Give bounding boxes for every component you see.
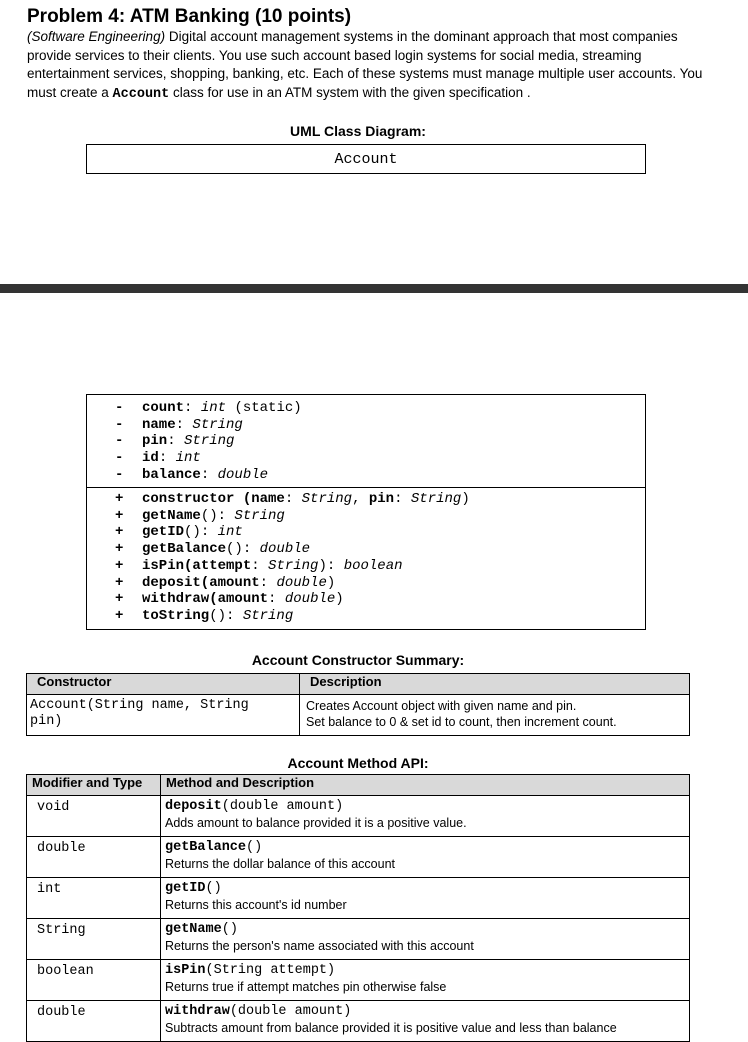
method-sep: :	[394, 491, 411, 507]
method-sep: ):	[318, 557, 344, 574]
method-signature	[165, 799, 689, 815]
method-signature	[165, 922, 689, 938]
visibility-public: +	[115, 607, 124, 624]
method-cell	[161, 1001, 690, 1042]
uml-attribute	[87, 417, 645, 434]
param-type: double	[259, 541, 311, 558]
method-signature	[165, 840, 689, 856]
attribute-type: int	[175, 450, 201, 467]
method-description: Returns true if attempt matches pin otherwise false	[165, 980, 447, 994]
visibility-private: -	[115, 416, 124, 433]
constructor-signature-line: pin)	[30, 714, 63, 729]
method-cell	[161, 796, 690, 837]
visibility-public: +	[115, 507, 124, 524]
method-name: isPin	[165, 963, 206, 978]
intro-tag: (Software Engineering)	[27, 29, 166, 44]
table-row	[27, 1001, 690, 1042]
constructor-description-line: Set balance to 0 & set id to count, then increment count.	[306, 715, 617, 729]
attribute-sep: :	[167, 433, 185, 450]
visibility-public: +	[115, 491, 124, 507]
method-name: isPin(	[142, 557, 193, 574]
method-params: ()	[221, 922, 238, 937]
page-divider	[0, 284, 748, 293]
constructor-summary-title: Account Constructor Summary:	[251, 652, 465, 668]
uml-method	[87, 508, 645, 525]
param-name: pin	[368, 491, 395, 507]
method-signature	[165, 963, 689, 979]
constructor-description-line: Creates Account object with given name and pin.	[306, 699, 577, 713]
param-type: String	[268, 557, 319, 574]
method-name: deposit(	[142, 574, 210, 591]
attribute-type: double	[217, 466, 269, 483]
param-name: amount	[217, 591, 269, 608]
return-type: boolean	[27, 960, 161, 1001]
uml-attribute	[87, 467, 645, 484]
uml-method	[87, 608, 645, 625]
method-cell	[161, 837, 690, 878]
param-type: boolean	[343, 557, 403, 574]
method-params: ()	[246, 840, 263, 855]
method-description: Returns the dollar balance of this account	[165, 857, 395, 871]
attribute-name: id	[142, 450, 159, 467]
method-sep: :	[259, 574, 277, 591]
attribute-decl	[142, 400, 302, 416]
attribute-sep: :	[184, 400, 201, 416]
method-cell	[161, 960, 690, 1001]
table-row	[27, 796, 690, 837]
uml-members-box	[86, 394, 646, 630]
uml-class-name: Account	[334, 150, 398, 168]
return-type: int	[27, 878, 161, 919]
visibility-public: +	[115, 524, 124, 541]
uml-method	[87, 524, 645, 541]
uml-methods-section	[87, 488, 645, 629]
attribute-extra: (static)	[226, 400, 302, 416]
param-type: String	[301, 491, 353, 507]
table-row	[27, 960, 690, 1001]
intro-paragraph	[27, 28, 717, 104]
problem-title: Problem 4: ATM Banking (10 points)	[27, 6, 352, 27]
method-sep: :	[268, 591, 285, 608]
method-params: (double amount)	[229, 1004, 352, 1019]
method-name: getBalance	[142, 541, 227, 558]
modifier-type-header: Modifier and Type	[27, 775, 161, 796]
method-decl	[142, 591, 344, 607]
table-row	[27, 695, 690, 736]
attribute-decl	[142, 450, 201, 466]
uml-attribute	[87, 450, 645, 467]
param-type: String	[242, 607, 294, 624]
method-sep: ():	[184, 524, 218, 541]
method-name: getID	[142, 524, 185, 541]
uml-class-name-box	[86, 144, 646, 174]
method-name: getBalance	[165, 840, 247, 855]
attribute-name: balance	[142, 466, 201, 483]
visibility-private: -	[115, 400, 124, 416]
constructor-header: Constructor	[27, 674, 300, 695]
uml-title: UML Class Diagram:	[290, 123, 426, 139]
intro-text-2: class for use in an ATM system with the given specification .	[169, 84, 531, 100]
method-decl	[142, 508, 285, 524]
method-decl	[142, 608, 293, 624]
method-params: (String attempt)	[205, 963, 336, 978]
intro-text-1: Digital account management systems in the dominant approach that most companies provide services to their clients. You use such account based login systems for social media, streaming entertainment services, shopping, banking, etc. Each of these systems must manage multiple user accounts. You must create a	[27, 29, 703, 100]
method-name: getName	[165, 922, 222, 937]
uml-method	[87, 591, 645, 608]
method-signature	[165, 1004, 689, 1020]
attribute-sep: :	[175, 416, 193, 433]
method-sep: ,	[352, 491, 369, 507]
method-cell	[161, 878, 690, 919]
method-api-table	[26, 774, 690, 1042]
table-row	[27, 878, 690, 919]
method-sep: ():	[226, 541, 260, 558]
method-sep: :	[284, 491, 302, 507]
visibility-private: -	[115, 466, 124, 483]
attribute-name: count	[142, 400, 185, 416]
method-cell	[161, 919, 690, 960]
return-type: double	[27, 837, 161, 878]
method-name: constructor (	[142, 491, 252, 507]
attribute-decl	[142, 467, 268, 483]
method-sep: ():	[200, 507, 235, 524]
visibility-public: +	[115, 574, 124, 591]
method-name: deposit	[165, 799, 222, 814]
visibility-public: +	[115, 557, 124, 574]
visibility-public: +	[115, 541, 124, 558]
param-name: amount	[209, 574, 260, 591]
attribute-decl	[142, 417, 243, 433]
uml-method	[87, 541, 645, 558]
method-sep: )	[335, 591, 344, 608]
visibility-private: -	[115, 433, 124, 450]
table-row	[27, 837, 690, 878]
method-description-header: Method and Description	[161, 775, 690, 796]
param-type: String	[410, 491, 462, 507]
uml-attribute	[87, 433, 645, 450]
method-params: (double amount)	[221, 799, 344, 814]
uml-attributes-section	[87, 395, 645, 488]
method-name: withdraw(	[142, 591, 218, 608]
return-type: void	[27, 796, 161, 837]
attribute-name: pin	[142, 433, 168, 450]
method-name: toString	[142, 607, 210, 624]
method-sep: :	[251, 557, 269, 574]
method-signature	[165, 881, 689, 897]
method-sep: )	[461, 491, 470, 507]
attribute-name: name	[142, 416, 176, 433]
method-sep: ():	[209, 607, 243, 624]
method-name: withdraw	[165, 1004, 230, 1019]
constructor-signature-line: Account(String name, String	[30, 698, 249, 713]
method-decl	[142, 491, 470, 507]
constructor-signature	[27, 695, 300, 736]
method-description: Returns the person's name associated with this account	[165, 939, 474, 953]
table-row	[27, 919, 690, 960]
uml-method	[87, 491, 645, 508]
return-type: String	[27, 919, 161, 960]
uml-method	[87, 558, 645, 575]
method-description: Adds amount to balance provided it is a positive value.	[165, 816, 467, 830]
intro-class-name: Account	[112, 86, 170, 102]
param-name: attempt	[192, 557, 252, 574]
param-type: String	[234, 507, 285, 524]
param-type: double	[276, 574, 327, 591]
method-description: Returns this account's id number	[165, 898, 347, 912]
method-description: Subtracts amount from balance provided it is positive value and less than balance	[165, 1021, 617, 1035]
method-params: ()	[205, 881, 222, 896]
method-decl	[142, 575, 335, 591]
param-name: name	[251, 491, 285, 507]
uml-attribute	[87, 400, 645, 417]
visibility-public: +	[115, 591, 124, 608]
attribute-type: String	[192, 416, 243, 433]
method-api-title: Account Method API:	[287, 755, 429, 771]
method-decl	[142, 524, 243, 540]
attribute-sep: :	[200, 466, 218, 483]
constructor-summary-table	[26, 673, 690, 736]
constructor-description	[300, 695, 690, 736]
method-name: getName	[142, 507, 201, 524]
method-decl	[142, 558, 403, 574]
method-decl	[142, 541, 310, 557]
uml-method	[87, 575, 645, 592]
param-type: int	[217, 524, 243, 541]
visibility-private: -	[115, 450, 124, 467]
return-type: double	[27, 1001, 161, 1042]
param-type: double	[284, 591, 336, 608]
attribute-type: String	[184, 433, 235, 450]
attribute-sep: :	[158, 450, 176, 467]
description-header: Description	[300, 674, 690, 695]
attribute-type: int	[200, 400, 227, 416]
method-sep: )	[326, 574, 336, 591]
method-name: getID	[165, 881, 206, 896]
attribute-decl	[142, 433, 234, 449]
